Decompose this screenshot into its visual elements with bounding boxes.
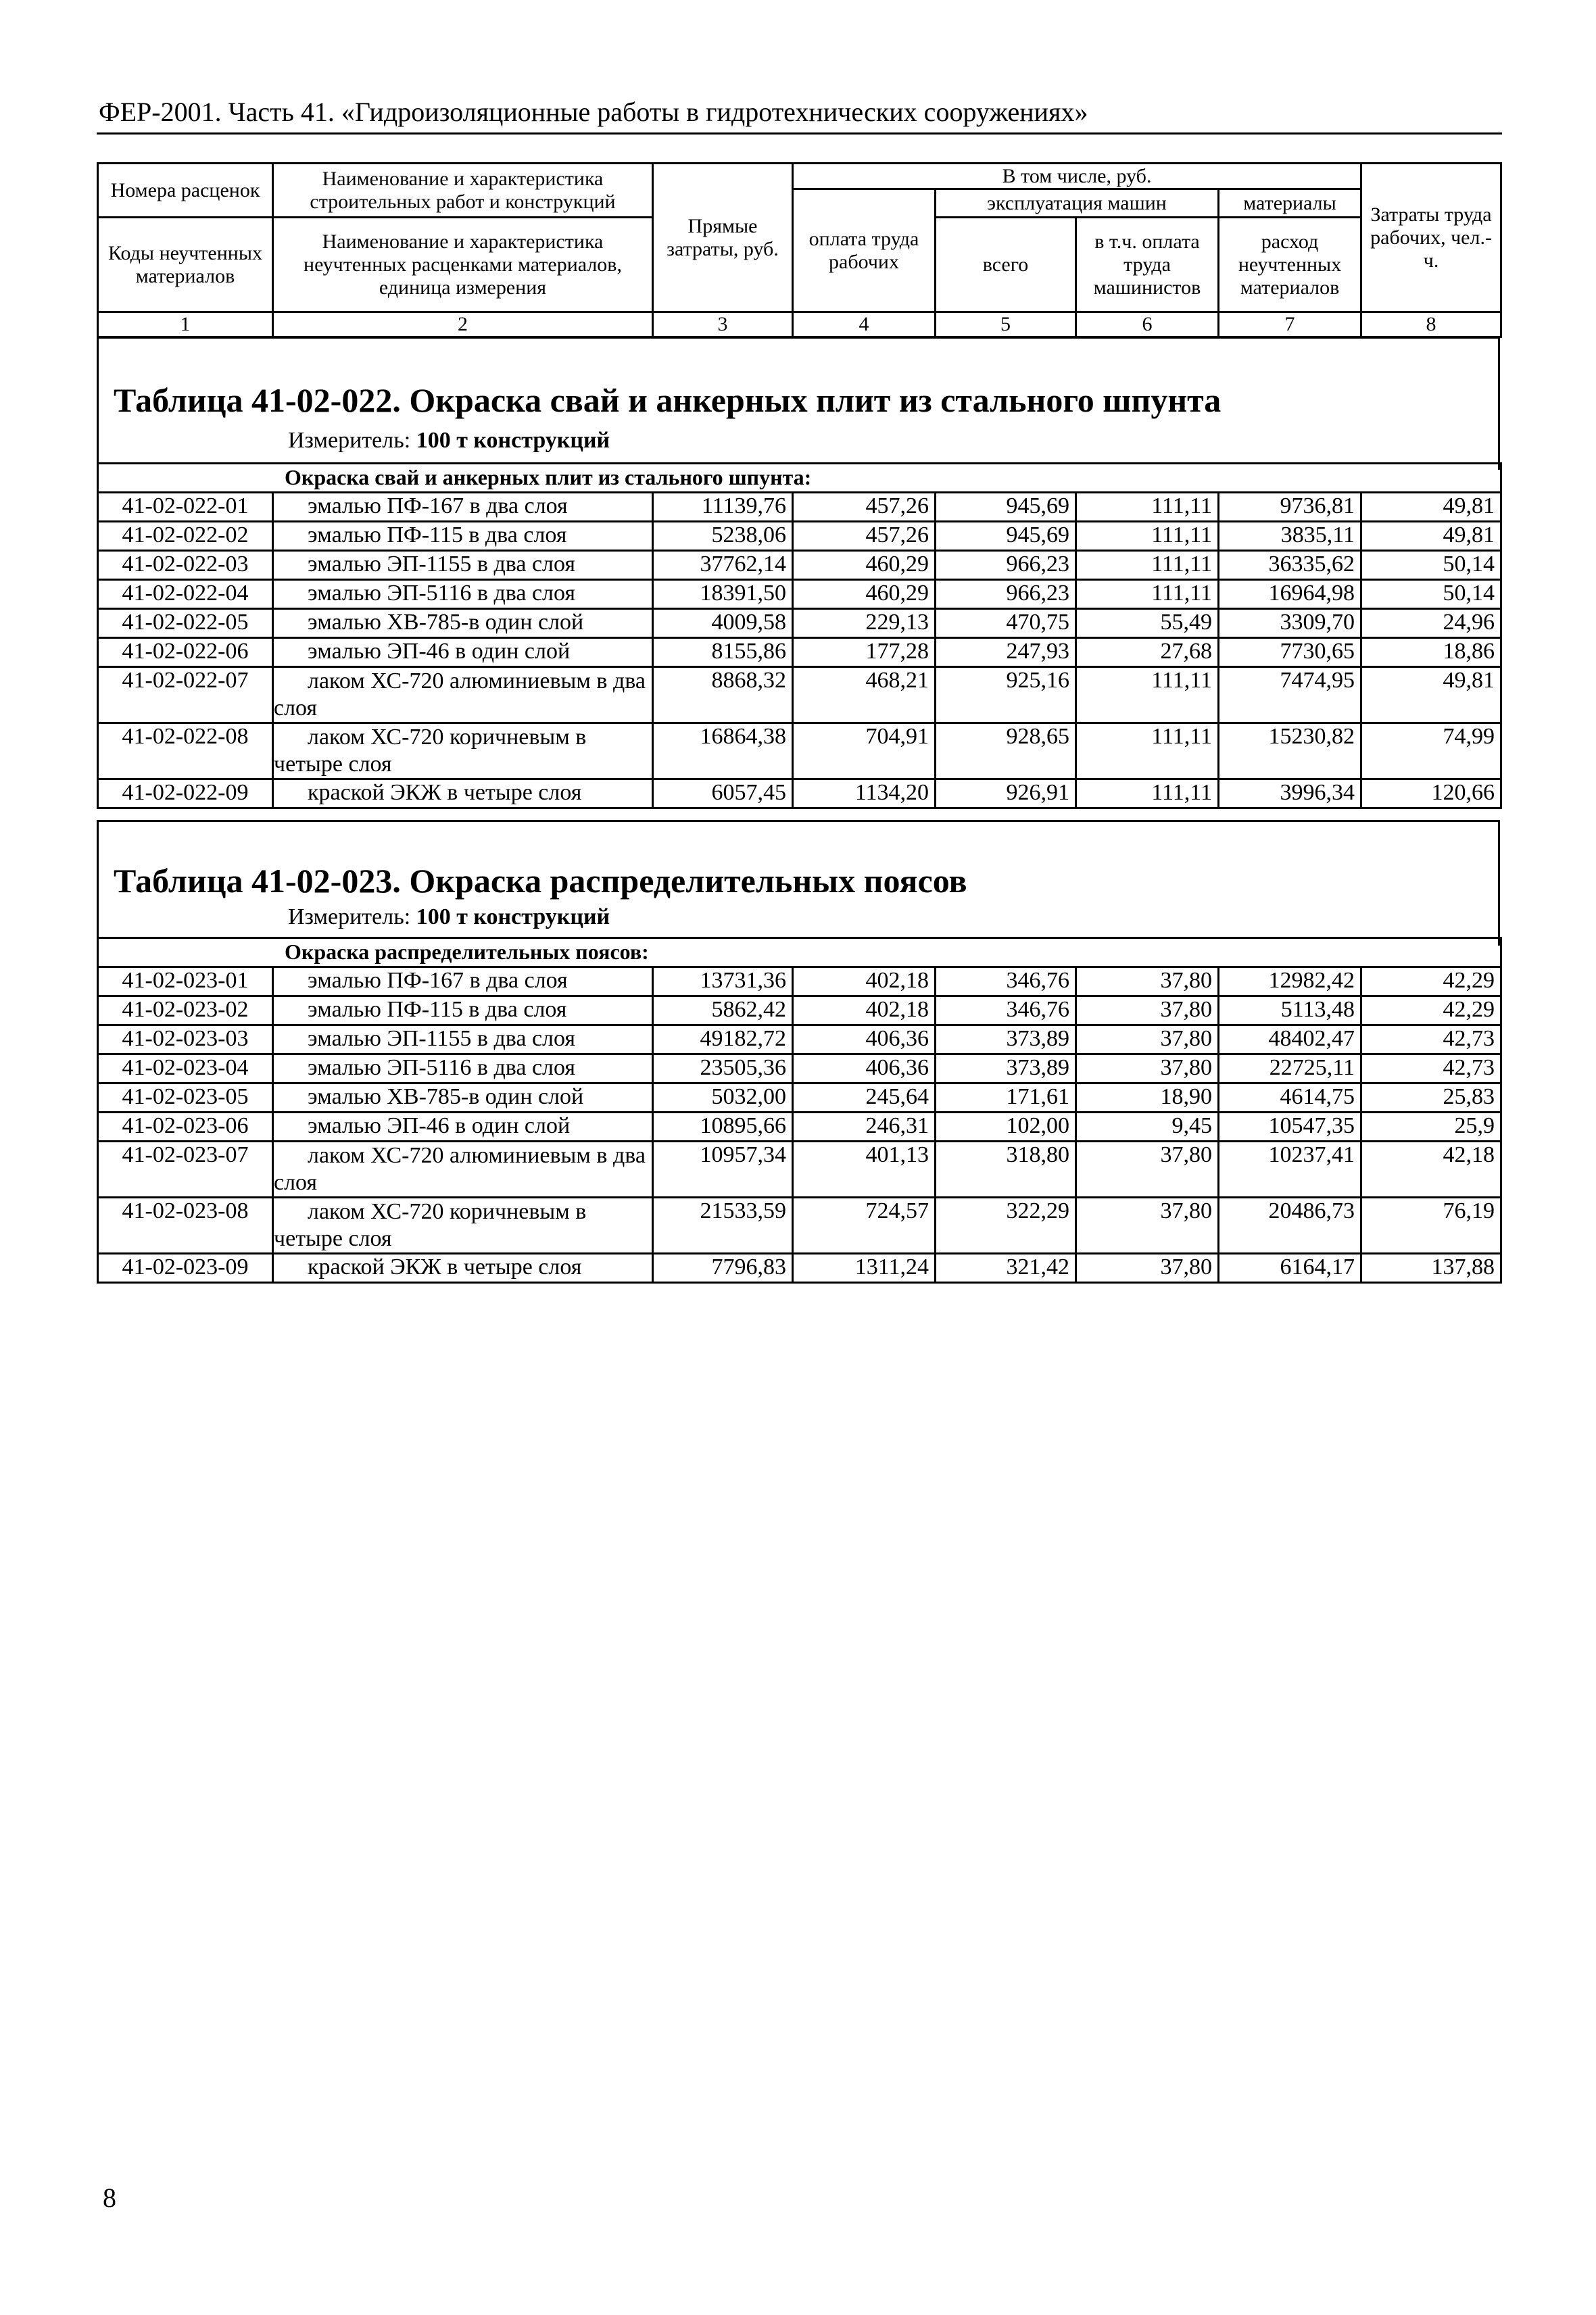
operator-wages: 111,11 — [1076, 522, 1219, 551]
direct-costs: 16864,38 — [653, 723, 793, 779]
direct-costs: 49182,72 — [653, 1025, 793, 1054]
labor-hours: 50,14 — [1361, 580, 1501, 609]
labor-hours: 76,19 — [1361, 1198, 1501, 1254]
labor-hours: 137,88 — [1361, 1254, 1501, 1283]
work-name: эмалью ЭП-1155 в два слоя — [273, 1025, 653, 1054]
work-name: эмалью ХВ-785-в один слой — [273, 1083, 653, 1113]
machines-total: 102,00 — [936, 1113, 1076, 1142]
rate-code: 41-02-022-06 — [98, 638, 273, 667]
operator-wages: 9,45 — [1076, 1113, 1219, 1142]
direct-costs: 23505,36 — [653, 1054, 793, 1083]
col-direct-costs-header: Прямые затраты, руб. — [653, 164, 793, 312]
materials: 16964,98 — [1219, 580, 1361, 609]
direct-costs: 10957,34 — [653, 1142, 793, 1198]
machines-total: 926,91 — [936, 779, 1076, 808]
labor-hours: 42,73 — [1361, 1025, 1501, 1054]
operator-wages: 37,80 — [1076, 1025, 1219, 1054]
table-row — [98, 1083, 1501, 1113]
rate-code: 41-02-022-02 — [98, 522, 273, 551]
labor-hours: 42,29 — [1361, 996, 1501, 1025]
machines-total: 945,69 — [936, 522, 1076, 551]
direct-costs: 18391,50 — [653, 580, 793, 609]
labor-hours: 74,99 — [1361, 723, 1501, 779]
materials: 5113,48 — [1219, 996, 1361, 1025]
materials: 7474,95 — [1219, 667, 1361, 723]
column-header — [97, 162, 1500, 338]
work-name: лаком ХС-720 алюминиевым в два слоя — [273, 1142, 653, 1198]
table-row — [98, 609, 1501, 638]
col-number: 2 — [273, 312, 653, 337]
work-name: лаком ХС-720 алюминиевым в два слоя — [273, 667, 653, 723]
machines-total: 346,76 — [936, 996, 1076, 1025]
table-row — [98, 1054, 1501, 1083]
table-row — [98, 1254, 1501, 1283]
direct-costs: 7796,83 — [653, 1254, 793, 1283]
operator-wages: 111,11 — [1076, 551, 1219, 580]
materials: 48402,47 — [1219, 1025, 1361, 1054]
labor-hours: 49,81 — [1361, 667, 1501, 723]
rate-code: 41-02-022-07 — [98, 667, 273, 723]
operator-wages: 27,68 — [1076, 638, 1219, 667]
direct-costs: 37762,14 — [653, 551, 793, 580]
direct-costs: 10895,66 — [653, 1113, 793, 1142]
meter-value: 100 т конструкций — [416, 904, 610, 929]
labor-hours: 42,73 — [1361, 1054, 1501, 1083]
col-number: 4 — [793, 312, 936, 337]
rate-code: 41-02-023-01 — [98, 967, 273, 996]
direct-costs: 5238,06 — [653, 522, 793, 551]
col-number: 1 — [98, 312, 273, 337]
operator-wages: 37,80 — [1076, 1142, 1219, 1198]
labor-hours: 25,83 — [1361, 1083, 1501, 1113]
meter-label: Измеритель: — [288, 904, 411, 929]
materials: 10237,41 — [1219, 1142, 1361, 1198]
operator-wages: 55,49 — [1076, 609, 1219, 638]
machines-total: 966,23 — [936, 551, 1076, 580]
operator-wages: 111,11 — [1076, 493, 1219, 522]
table-022 — [97, 462, 1500, 809]
table-023-title: Таблица 41-02-023. Окраска распределительных поясов — [114, 862, 967, 900]
col-number: 7 — [1219, 312, 1361, 337]
col-number: 5 — [936, 312, 1076, 337]
rate-code: 41-02-022-05 — [98, 609, 273, 638]
operator-wages: 111,11 — [1076, 667, 1219, 723]
wages: 460,29 — [793, 580, 936, 609]
machines-total: 171,61 — [936, 1083, 1076, 1113]
col-material-usage-header: расход неучтенных материалов — [1219, 218, 1361, 312]
operator-wages: 37,80 — [1076, 967, 1219, 996]
direct-costs: 5862,42 — [653, 996, 793, 1025]
col-number: 8 — [1361, 312, 1501, 337]
table-row — [98, 967, 1501, 996]
table-022-meter — [288, 428, 610, 454]
header-rule — [97, 132, 1502, 135]
col-name-header: Наименование и характеристика строительных работ и конструкций — [273, 164, 653, 218]
meter-value: 100 т конструкций — [416, 428, 610, 453]
table-row — [98, 580, 1501, 609]
rate-code: 41-02-023-03 — [98, 1025, 273, 1054]
operator-wages: 111,11 — [1076, 779, 1219, 808]
table-023-title-frame — [97, 820, 1500, 946]
materials: 6164,17 — [1219, 1254, 1361, 1283]
machines-total: 373,89 — [936, 1054, 1076, 1083]
work-name: эмалью ПФ-115 в два слоя — [273, 996, 653, 1025]
work-name: эмалью ЭП-46 в один слой — [273, 638, 653, 667]
materials: 22725,11 — [1219, 1054, 1361, 1083]
work-name: эмалью ЭП-1155 в два слоя — [273, 551, 653, 580]
operator-wages: 111,11 — [1076, 580, 1219, 609]
materials: 3996,34 — [1219, 779, 1361, 808]
table-023-meter — [288, 904, 610, 930]
col-materials-header: материалы — [1219, 189, 1361, 218]
wages: 401,13 — [793, 1142, 936, 1198]
rate-code: 41-02-023-05 — [98, 1083, 273, 1113]
machines-total: 247,93 — [936, 638, 1076, 667]
labor-hours: 18,86 — [1361, 638, 1501, 667]
col-wages-header: оплата труда рабочих — [793, 189, 936, 312]
direct-costs: 13731,36 — [653, 967, 793, 996]
labor-hours: 25,9 — [1361, 1113, 1501, 1142]
direct-costs: 8868,32 — [653, 667, 793, 723]
page-header: ФЕР-2001. Часть 41. «Гидроизоляционные работы в гидротехнических сооружениях» — [99, 97, 1088, 127]
rate-code: 41-02-023-04 — [98, 1054, 273, 1083]
materials: 7730,65 — [1219, 638, 1361, 667]
work-name: эмалью ЭП-5116 в два слоя — [273, 1054, 653, 1083]
col-codes-header: Номера расценок — [98, 164, 273, 218]
materials: 3835,11 — [1219, 522, 1361, 551]
labor-hours: 49,81 — [1361, 522, 1501, 551]
rate-code: 41-02-023-06 — [98, 1113, 273, 1142]
operator-wages: 37,80 — [1076, 1054, 1219, 1083]
machines-total: 322,29 — [936, 1198, 1076, 1254]
wages: 402,18 — [793, 996, 936, 1025]
col-group-header: В том числе, руб. — [793, 164, 1361, 189]
col-operator-wages-header: в т.ч. оплата труда машинистов — [1076, 218, 1219, 312]
wages: 724,57 — [793, 1198, 936, 1254]
machines-total: 321,42 — [936, 1254, 1076, 1283]
rate-code: 41-02-022-08 — [98, 723, 273, 779]
table-row — [98, 551, 1501, 580]
machines-total: 928,65 — [936, 723, 1076, 779]
col-material-name-header: Наименование и характеристика неучтенных расценками материалов, единица измерения — [273, 218, 653, 312]
wages: 229,13 — [793, 609, 936, 638]
machines-total: 346,76 — [936, 967, 1076, 996]
rate-code: 41-02-022-01 — [98, 493, 273, 522]
rate-code: 41-02-022-03 — [98, 551, 273, 580]
meter-label: Измеритель: — [288, 428, 411, 453]
work-name: эмалью ХВ-785-в один слой — [273, 609, 653, 638]
machines-total: 925,16 — [936, 667, 1076, 723]
table-022-title: Таблица 41-02-022. Окраска свай и анкерных плит из стального шпунта — [114, 381, 1222, 419]
wages: 245,64 — [793, 1083, 936, 1113]
wages: 402,18 — [793, 967, 936, 996]
labor-hours: 49,81 — [1361, 493, 1501, 522]
work-name: эмалью ПФ-167 в два слоя — [273, 967, 653, 996]
table-row — [98, 779, 1501, 808]
table-row — [98, 493, 1501, 522]
col-labor-header: Затраты труда рабочих, чел.-ч. — [1361, 164, 1501, 312]
table-022-title-frame — [97, 337, 1500, 470]
wages: 246,31 — [793, 1113, 936, 1142]
materials: 36335,62 — [1219, 551, 1361, 580]
rate-code: 41-02-022-09 — [98, 779, 273, 808]
col-number: 6 — [1076, 312, 1219, 337]
rate-code: 41-02-023-02 — [98, 996, 273, 1025]
table-row — [98, 1025, 1501, 1054]
direct-costs: 5032,00 — [653, 1083, 793, 1113]
direct-costs: 4009,58 — [653, 609, 793, 638]
materials: 15230,82 — [1219, 723, 1361, 779]
labor-hours: 24,96 — [1361, 609, 1501, 638]
wages: 457,26 — [793, 522, 936, 551]
work-name: эмалью ПФ-167 в два слоя — [273, 493, 653, 522]
labor-hours: 50,14 — [1361, 551, 1501, 580]
labor-hours: 42,29 — [1361, 967, 1501, 996]
col-machines-total-header: всего — [936, 218, 1076, 312]
materials: 4614,75 — [1219, 1083, 1361, 1113]
machines-total: 966,23 — [936, 580, 1076, 609]
table-023-section: Окраска распределительных поясов: — [98, 938, 1501, 967]
work-name: краской ЭКЖ в четыре слоя — [273, 1254, 653, 1283]
page-number: 8 — [103, 2183, 116, 2213]
rate-code: 41-02-023-09 — [98, 1254, 273, 1283]
wages: 457,26 — [793, 493, 936, 522]
table-row — [98, 1142, 1501, 1198]
operator-wages: 37,80 — [1076, 1198, 1219, 1254]
machines-total: 470,75 — [936, 609, 1076, 638]
operator-wages: 37,80 — [1076, 996, 1219, 1025]
rate-code: 41-02-023-07 — [98, 1142, 273, 1198]
wages: 460,29 — [793, 551, 936, 580]
direct-costs: 21533,59 — [653, 1198, 793, 1254]
table-023 — [97, 937, 1500, 1284]
operator-wages: 37,80 — [1076, 1254, 1219, 1283]
table-row — [98, 723, 1501, 779]
wages: 1134,20 — [793, 779, 936, 808]
col-machines-header: эксплуатация машин — [936, 189, 1219, 218]
operator-wages: 18,90 — [1076, 1083, 1219, 1113]
table-022-section: Окраска свай и анкерных плит из стального шпунта: — [98, 464, 1501, 493]
materials: 10547,35 — [1219, 1113, 1361, 1142]
direct-costs: 11139,76 — [653, 493, 793, 522]
table-row — [98, 667, 1501, 723]
direct-costs: 6057,45 — [653, 779, 793, 808]
work-name: эмалью ЭП-5116 в два слоя — [273, 580, 653, 609]
col-number: 3 — [653, 312, 793, 337]
operator-wages: 111,11 — [1076, 723, 1219, 779]
table-row — [98, 522, 1501, 551]
work-name: эмалью ПФ-115 в два слоя — [273, 522, 653, 551]
rate-code: 41-02-023-08 — [98, 1198, 273, 1254]
work-name: эмалью ЭП-46 в один слой — [273, 1113, 653, 1142]
wages: 406,36 — [793, 1025, 936, 1054]
machines-total: 318,80 — [936, 1142, 1076, 1198]
labor-hours: 120,66 — [1361, 779, 1501, 808]
wages: 406,36 — [793, 1054, 936, 1083]
table-row — [98, 1198, 1501, 1254]
work-name: лаком ХС-720 коричневым в четыре слоя — [273, 1198, 653, 1254]
col-material-codes-header: Коды неучтенных материалов — [98, 218, 273, 312]
table-row — [98, 1113, 1501, 1142]
wages: 1311,24 — [793, 1254, 936, 1283]
labor-hours: 42,18 — [1361, 1142, 1501, 1198]
materials: 20486,73 — [1219, 1198, 1361, 1254]
wages: 468,21 — [793, 667, 936, 723]
materials: 12982,42 — [1219, 967, 1361, 996]
machines-total: 945,69 — [936, 493, 1076, 522]
work-name: лаком ХС-720 коричневым в четыре слоя — [273, 723, 653, 779]
materials: 3309,70 — [1219, 609, 1361, 638]
wages: 177,28 — [793, 638, 936, 667]
table-row — [98, 996, 1501, 1025]
wages: 704,91 — [793, 723, 936, 779]
table-row — [98, 638, 1501, 667]
materials: 9736,81 — [1219, 493, 1361, 522]
machines-total: 373,89 — [936, 1025, 1076, 1054]
rate-code: 41-02-022-04 — [98, 580, 273, 609]
direct-costs: 8155,86 — [653, 638, 793, 667]
work-name: краской ЭКЖ в четыре слоя — [273, 779, 653, 808]
